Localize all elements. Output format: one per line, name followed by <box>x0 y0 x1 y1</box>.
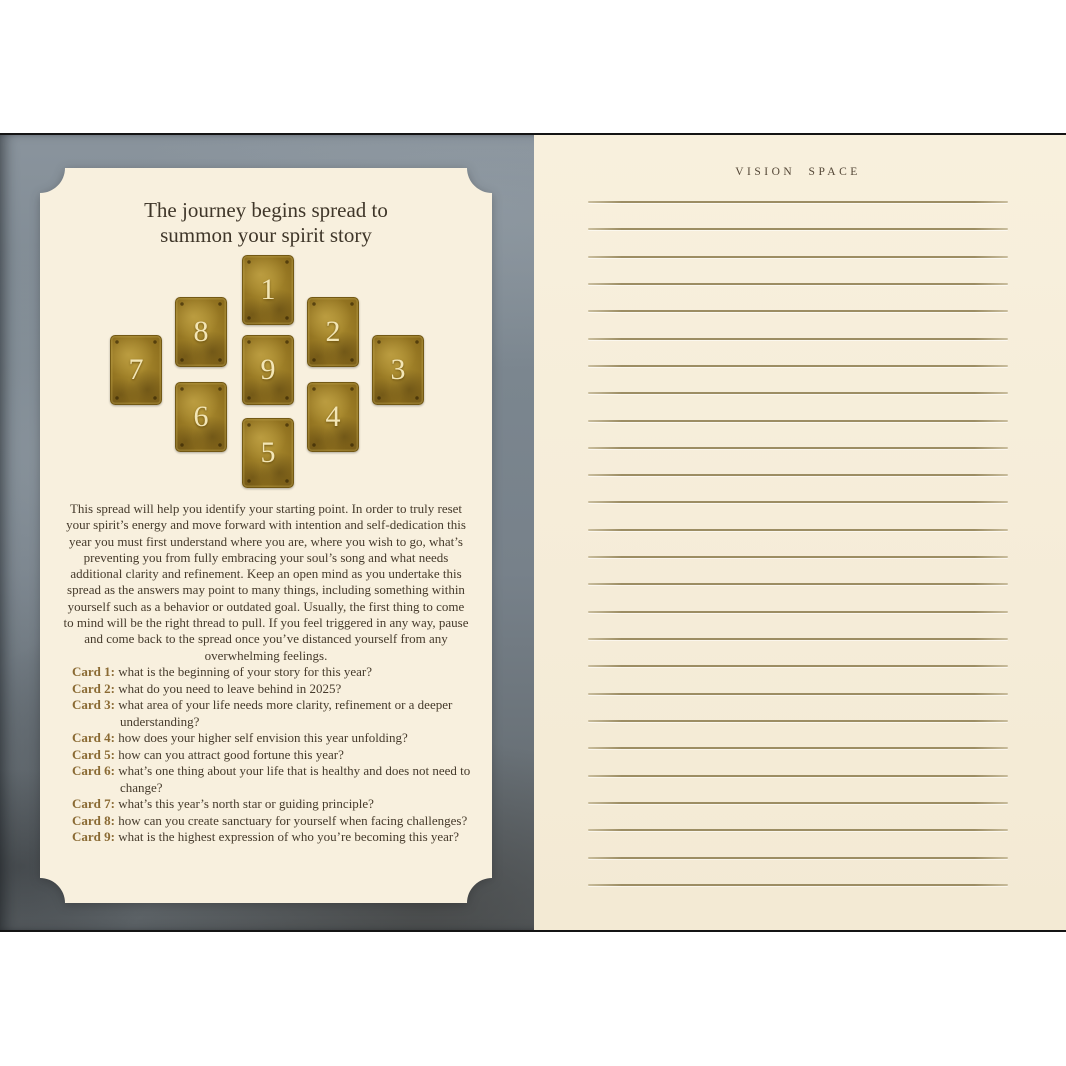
card-questions-list <box>72 664 472 846</box>
right-page <box>534 135 1066 930</box>
tarot-card-4: 4 <box>307 382 359 452</box>
tarot-card-3: 3 <box>372 335 424 405</box>
ruled-line <box>588 802 1008 804</box>
spread-title: The journey begins spread to summon your spirit story <box>144 198 388 247</box>
tarot-card-9: 9 <box>242 335 294 405</box>
ruled-line <box>588 775 1008 777</box>
card-question-label: Card 1: <box>72 664 115 679</box>
ruled-line <box>588 829 1008 831</box>
tarot-card-1: 1 <box>242 255 294 325</box>
card-question: Card 1: what is the beginning of your story for this year? <box>72 664 373 679</box>
ruled-line <box>588 857 1008 859</box>
left-page-content <box>40 168 492 903</box>
ruled-line <box>588 529 1008 531</box>
ruled-line <box>588 365 1008 367</box>
card-question: Card 4: how does your higher self envision this year unfolding? <box>72 730 408 745</box>
ruled-line <box>588 420 1008 422</box>
ruled-line <box>588 611 1008 613</box>
card-question-label: Card 5: <box>72 746 115 762</box>
tarot-spread <box>40 168 492 508</box>
ruled-line <box>588 474 1008 476</box>
card-question: Card 6: what’s one thing about your life that is healthy and does not need to change? <box>72 763 471 795</box>
vision-space-header: VISION SPACE <box>735 166 861 178</box>
card-question: Card 9: what is the highest expression of who you’re becoming this year? <box>72 829 460 844</box>
ruled-line <box>588 201 1008 203</box>
card-question-label: Card 9: <box>72 829 115 844</box>
card-question: Card 7: what’s this year’s north star or guiding principle? <box>72 796 374 811</box>
ruled-line <box>588 447 1008 449</box>
tarot-card-2: 2 <box>307 297 359 367</box>
card-question-label: Card 3: <box>72 697 115 712</box>
card-question-label: Card 7: <box>72 796 115 811</box>
ruled-line <box>588 693 1008 695</box>
ruled-line <box>588 583 1008 585</box>
ruled-line <box>588 747 1008 749</box>
journal-photo <box>0 133 1066 932</box>
ruled-line <box>588 501 1008 503</box>
card-question-label: Card 4: <box>72 730 115 745</box>
left-page <box>40 168 492 903</box>
card-question: Card 5: how can you attract good fortune this year? <box>72 746 344 762</box>
card-question-label: Card 8: <box>72 812 115 828</box>
ruled-line <box>588 665 1008 667</box>
tarot-card-8: 8 <box>175 297 227 367</box>
tarot-card-6: 6 <box>175 382 227 452</box>
card-question: Card 3: what area of your life needs more clarity, refinement or a deeper understanding? <box>72 697 453 729</box>
tarot-card-5: 5 <box>242 418 294 488</box>
ruled-line <box>588 720 1008 722</box>
card-question-label: Card 2: <box>72 680 115 696</box>
ruled-line <box>588 338 1008 340</box>
ruled-line <box>588 392 1008 394</box>
ruled-line <box>588 556 1008 558</box>
ruled-line <box>588 638 1008 640</box>
ruled-line <box>588 310 1008 312</box>
ruled-line <box>588 283 1008 285</box>
spread-intro-text: This spread will help you identify your starting point. In order to truly reset your spirit’s energy and move forward with intention and self-dedication this year you must first understand where you are, where you wish to go, what’s preventing you from fully embracing your soul’s song and what needs additional clarity and refinement. Keep an open mind as you undertake this spread as the answers may point to many things, including something within yourself such as a behavior or outdated goal. Usually, the first thing to come to mind will be the right thread to pull. If you feel triggered in any way, pause and come back to the spread once you’ve distanced yourself from any overwhelming feelings. <box>63 501 469 663</box>
ruled-line <box>588 228 1008 230</box>
tarot-card-7: 7 <box>110 335 162 405</box>
ruled-line <box>588 884 1008 886</box>
ruled-lines <box>588 201 1008 886</box>
card-question: Card 8: how can you create sanctuary for yourself when facing challenges? <box>72 812 468 828</box>
card-question: Card 2: what do you need to leave behind in 2025? <box>72 680 342 696</box>
card-question-label: Card 6: <box>72 763 115 778</box>
ruled-line <box>588 256 1008 258</box>
